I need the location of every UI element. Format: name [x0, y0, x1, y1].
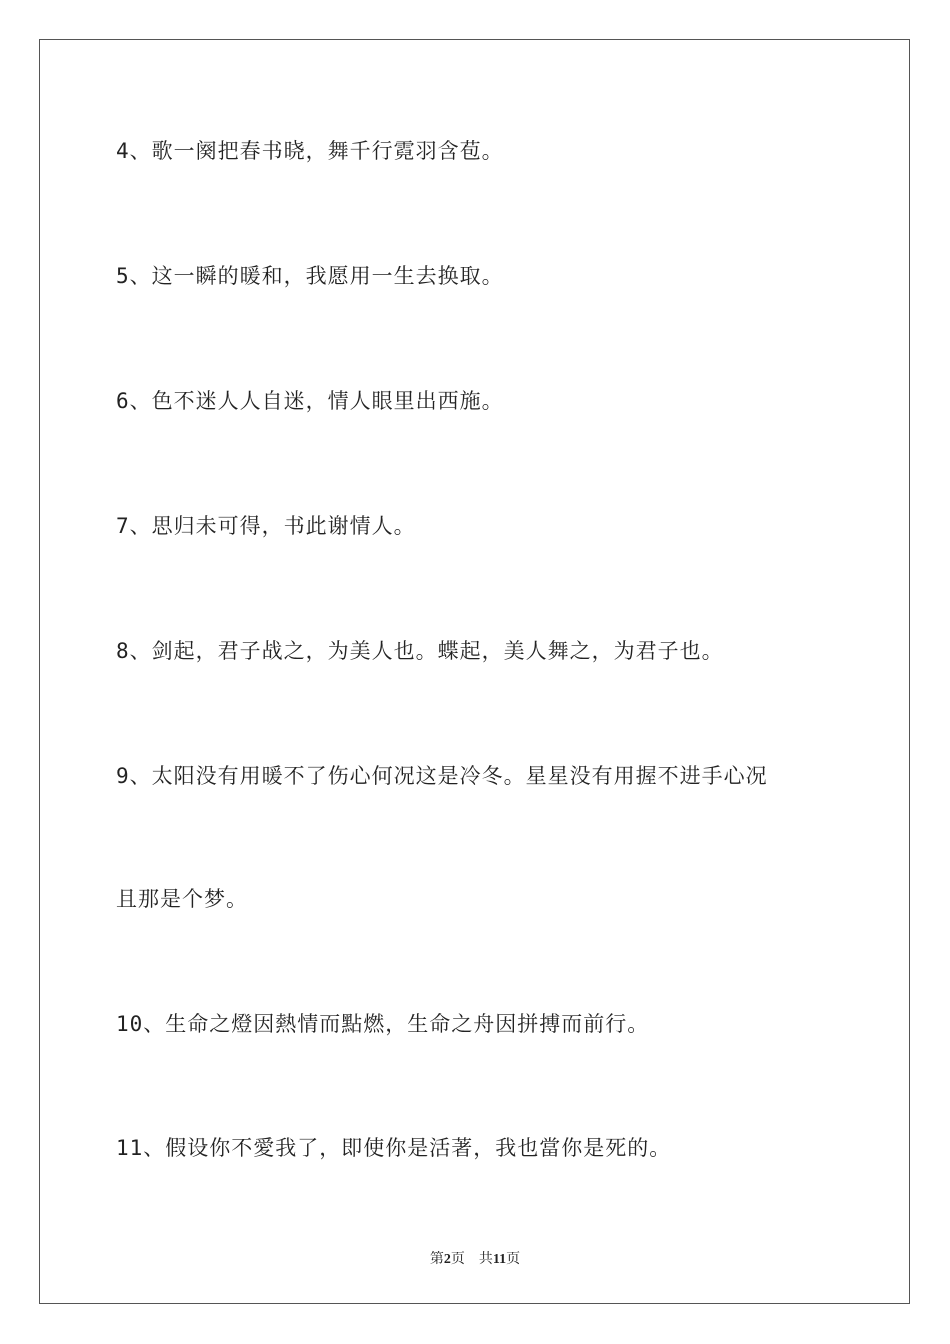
- total-suffix: 页: [506, 1252, 521, 1267]
- text-line: 9、太阳没有用暖不了伤心何况这是冷冬。星星没有用握不进手心况: [116, 764, 768, 788]
- total-prefix: 共: [478, 1252, 493, 1267]
- text-line: 8、剑起，君子战之，为美人也。蝶起，美人舞之，为君子也。: [116, 639, 724, 663]
- total-page-count: 11: [492, 1252, 507, 1267]
- current-page-number: 2: [443, 1252, 451, 1267]
- text-line: 5、这一瞬的暖和，我愿用一生去换取。: [116, 264, 504, 288]
- text-line: 且那是个梦。: [116, 887, 248, 911]
- text-line: 7、思归未可得，书此谢情人。: [116, 514, 416, 538]
- page-frame: [39, 39, 910, 1304]
- page-suffix: 页: [450, 1252, 465, 1267]
- text-line: 6、色不迷人人自迷，情人眼里出西施。: [116, 389, 504, 413]
- text-line: 4、歌一阕把春书晓，舞千行霓羽含苞。: [116, 139, 504, 163]
- page-prefix: 第: [429, 1252, 444, 1267]
- text-line: 11、假设你不愛我了，即使你是活著，我也當你是死的。: [116, 1136, 672, 1160]
- text-line: 10、生命之燈因熱情而點燃，生命之舟因拼搏而前行。: [116, 1012, 650, 1036]
- page-footer: [0, 1248, 950, 1268]
